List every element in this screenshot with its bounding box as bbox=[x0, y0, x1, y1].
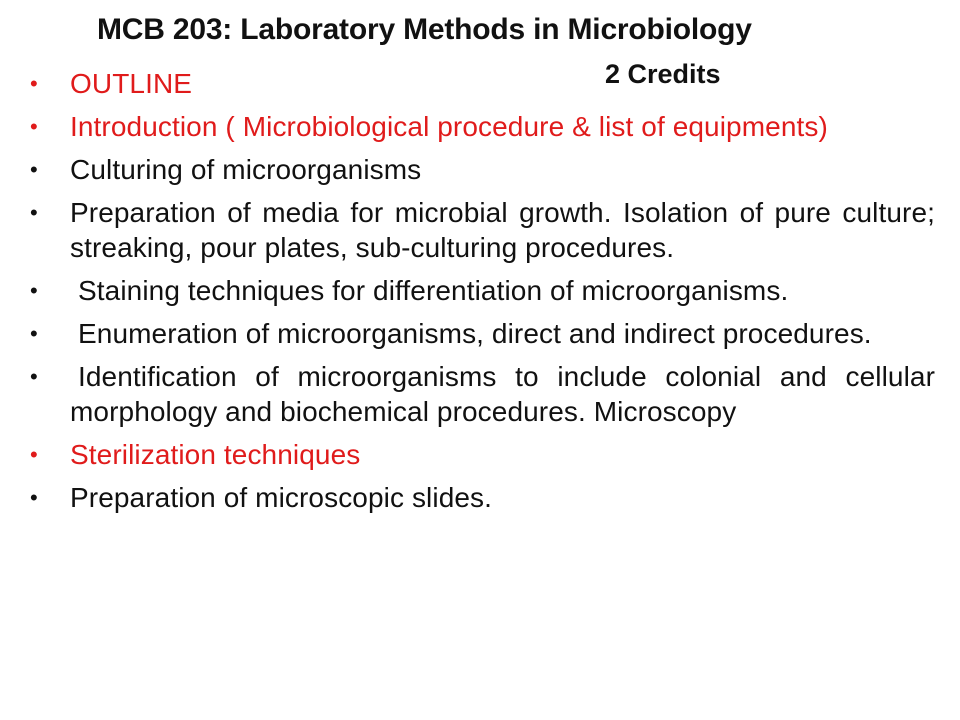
list-item-text: Introduction ( Microbiological procedure & list of equipments) bbox=[70, 111, 828, 142]
list-item-text: Enumeration of microorganisms, direct and indirect procedures. bbox=[78, 318, 872, 349]
list-item-culturing bbox=[30, 152, 935, 187]
bullet-icon: • bbox=[30, 321, 38, 346]
bullet-icon: • bbox=[30, 157, 38, 182]
bullet-icon: • bbox=[30, 364, 38, 389]
list-item-text: Staining techniques for differentiation of microorganisms. bbox=[78, 275, 789, 306]
list-item-text: Identification of microorganisms to include colonial and cellular morphology and biochemical procedures. Microscopy bbox=[70, 361, 935, 427]
list-item-slides bbox=[30, 480, 935, 515]
list-item-text: Preparation of media for microbial growth. Isolation of pure culture; streaking, pour plates, sub-culturing procedures. bbox=[70, 197, 935, 263]
bullet-icon: • bbox=[30, 485, 38, 510]
bullet-icon: • bbox=[30, 114, 38, 139]
list-item-text: Preparation of microscopic slides. bbox=[70, 482, 493, 513]
bullet-icon: • bbox=[30, 442, 38, 467]
outline-list bbox=[30, 66, 935, 523]
list-item-enumeration bbox=[30, 316, 935, 351]
bullet-icon: • bbox=[30, 278, 38, 303]
slide-title: MCB 203: Laboratory Methods in Microbiology bbox=[97, 13, 752, 46]
bullet-icon: • bbox=[30, 200, 38, 225]
list-item-media-preparation bbox=[30, 195, 935, 265]
list-item-text: OUTLINE bbox=[70, 68, 193, 99]
list-item-staining bbox=[30, 273, 935, 308]
list-item-sterilization bbox=[30, 437, 935, 472]
list-item-text: Sterilization techniques bbox=[70, 439, 361, 470]
credits-label: 2 Credits bbox=[605, 59, 721, 89]
list-item-text: Culturing of microorganisms bbox=[70, 154, 422, 185]
list-item-identification bbox=[30, 359, 935, 429]
list-item-outline bbox=[30, 66, 935, 101]
bullet-icon: • bbox=[30, 71, 38, 96]
list-item-introduction bbox=[30, 109, 935, 144]
